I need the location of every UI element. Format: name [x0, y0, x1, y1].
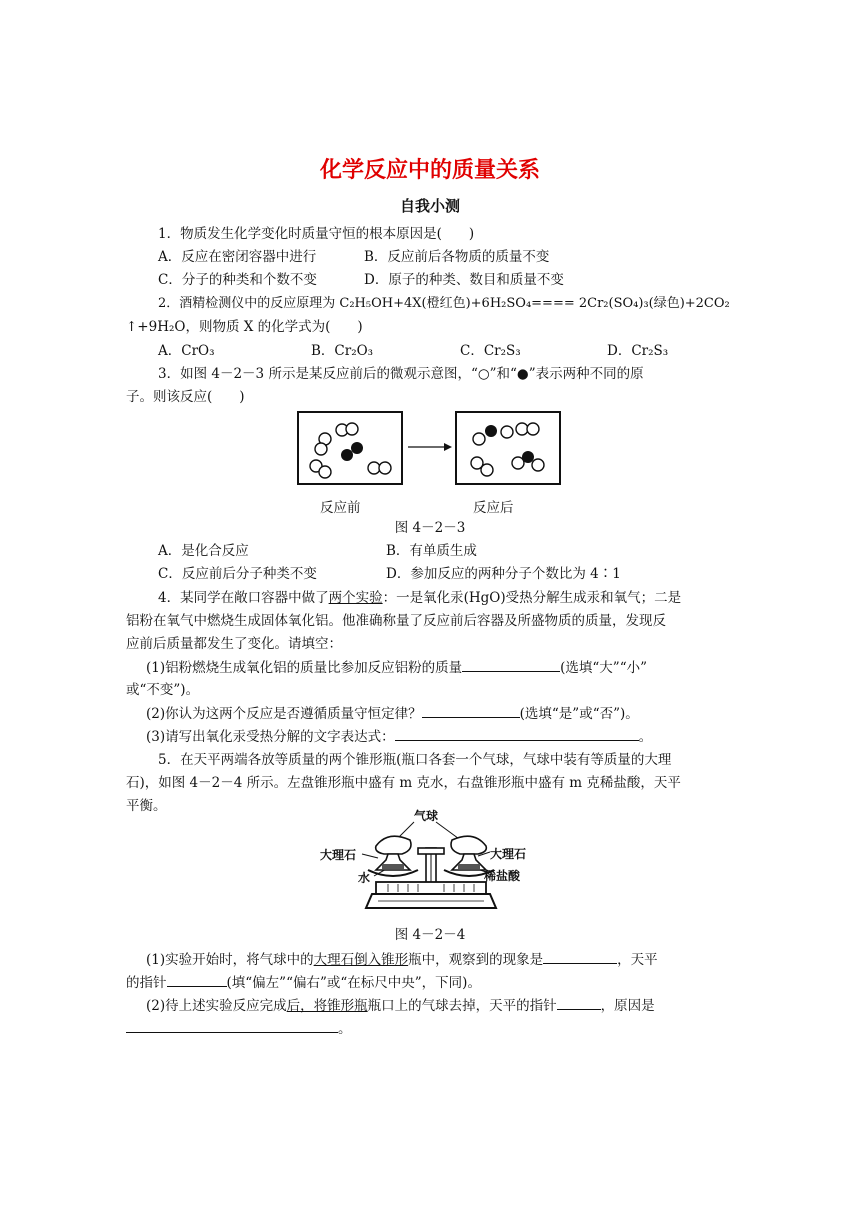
reaction-micro-diagram — [296, 410, 562, 488]
q3-stem-line2: 子。则该反应( ) — [126, 389, 245, 405]
q4-line1-underlined: 两个实验 — [328, 590, 383, 606]
q5-sub2-post: 瓶口上的气球去掉，天平的指针 — [367, 998, 557, 1014]
q2-option-b: B．Cr₂O₃ — [311, 343, 374, 359]
balance-apparatus-figure — [318, 808, 544, 918]
q1-option-a: A．反应在密闭容器中进行 — [158, 249, 317, 265]
q4-line1-post: ：一是氧化汞(HgO)受热分解生成汞和氧气；二是 — [382, 590, 682, 606]
q5-sub1-line2 — [126, 972, 481, 993]
q5-sub1-pre: (1)实验开始时，将气球中的 — [146, 952, 314, 968]
q5-sub1-pointer-blank[interactable] — [167, 972, 227, 987]
q1-option-d: D．原子的种类、数目和质量不变 — [364, 272, 564, 288]
q2-option-a: A．CrO₃ — [158, 343, 215, 359]
q4-sub3 — [146, 726, 652, 747]
q5-stem-line2: 石)，如图 4－2－4 所示。左盘锥形瓶中盛有 m 克水，右盘锥形瓶中盛有 m 克稀盐酸，天平 — [126, 775, 681, 791]
label-marble-right: 大理石 — [490, 847, 527, 861]
label-balloon: 气球 — [414, 809, 439, 823]
q2-stem-line2: ↑+9H₂O，则物质 X 的化学式为( ) — [126, 319, 363, 335]
figure-caption-4-2-3: 图 4－2－3 — [394, 520, 466, 536]
q5-sub2-pre: (2)待上述实验反应完成 — [146, 998, 287, 1014]
q2-stem-line1: 2．酒精检测仪中的反应原理为 C₂H₅OH+4X(橙红色)+6H₂SO₄==== 2Cr₂(SO₄)₃(绿色)+2CO₂ — [158, 296, 730, 311]
q1-option-b: B．反应前后各物质的质量不变 — [364, 249, 550, 265]
label-after-reaction: 反应后 — [473, 500, 514, 516]
before-box — [298, 412, 402, 484]
q4-sub2-text: (2)你认为这两个反应是否遵循质量守恒定律？ — [146, 706, 422, 722]
q3-stem-line1: 3．如图 4－2－3 所示是某反应前后的微观示意图，“○”和“●”表示两种不同的原 — [158, 366, 644, 382]
q4-line1-pre: 4．某同学在敞口容器中做了 — [158, 590, 329, 606]
q1-stem: 1．物质发生化学变化时质量守恒的根本原因是( ) — [158, 226, 475, 242]
q5-sub1-end: ，天平 — [617, 952, 658, 968]
q4-stem-line1 — [158, 588, 681, 608]
q4-sub3-text: (3)请写出氧化汞受热分解的文字表达式： — [146, 729, 395, 745]
q3-option-b: B．有单质生成 — [386, 543, 477, 559]
q4-sub2-hint: (选填“是”或“否”)。 — [519, 706, 639, 722]
q4-stem-line2: 铝粉在氧气中燃烧生成固体氧化铝。他准确称量了反应前后容器及所盛物质的质量，发现反 — [126, 613, 666, 629]
q5-sub1-line2-pre: 的指针 — [126, 975, 167, 991]
q5-sub1-phenomenon-blank[interactable] — [543, 949, 617, 964]
q5-sub1-underlined: 大理石倒入锥形 — [313, 952, 409, 968]
label-before-reaction: 反应前 — [320, 500, 361, 516]
q5-stem-line3: 平衡。 — [126, 798, 167, 814]
q5-sub1-line2-post: (填“偏左”“偏右”或“在标尺中央”，下同)。 — [226, 975, 481, 991]
q3-option-d: D．参加反应的两种分子个数比为 4∶1 — [386, 566, 621, 582]
q5-sub2-line2 — [126, 1018, 352, 1039]
q5-sub2-end: ，原因是 — [600, 998, 655, 1014]
q5-sub2-line2-end: 。 — [338, 1021, 352, 1037]
q4-sub1-hint: (选填“大”“小” — [560, 660, 647, 676]
q1-option-c: C．分子的种类和个数不变 — [158, 272, 317, 288]
q5-sub2-pointer-blank[interactable] — [557, 995, 601, 1010]
after-box — [456, 412, 560, 484]
q5-stem-line1: 5．在天平两端各放等质量的两个锥形瓶(瓶口各套一个气球，气球中装有等质量的大理 — [158, 752, 672, 768]
q3-option-a: A．是化合反应 — [158, 543, 249, 559]
q4-stem-line3: 应前后质量都发生了变化。请填空： — [126, 636, 342, 652]
label-dilute-hcl: 稀盐酸 — [484, 869, 521, 883]
q4-sub1-text: (1)铝粉燃烧生成氧化铝的质量比参加反应铝粉的质量 — [146, 660, 463, 676]
figure-caption-4-2-4: 图 4－2－4 — [394, 927, 466, 943]
q5-sub1-line1 — [146, 949, 658, 970]
q5-sub2-underlined: 后，将锥形瓶 — [286, 998, 368, 1014]
q5-sub2-line1 — [146, 995, 655, 1016]
q4-sub2 — [146, 703, 639, 724]
q3-option-c: C．反应前后分子种类不变 — [158, 566, 317, 582]
q4-sub2-answer-blank[interactable] — [422, 703, 520, 718]
label-marble-left: 大理石 — [320, 848, 357, 862]
q4-sub3-end: 。 — [638, 729, 653, 745]
reaction-arrow — [408, 443, 452, 451]
q2-option-c: C．Cr₂S₃ — [460, 343, 521, 359]
page-title: 化学反应中的质量关系 — [319, 158, 540, 183]
section-subtitle: 自我小测 — [399, 197, 460, 215]
q4-sub1-line1 — [146, 657, 647, 678]
q5-sub1-post: 瓶中，观察到的现象是 — [408, 952, 544, 968]
q4-sub3-answer-blank[interactable] — [395, 726, 639, 741]
q4-sub1-line2: 或“不变”)。 — [126, 682, 200, 698]
label-water: 水 — [358, 871, 371, 885]
q5-sub2-reason-blank[interactable] — [126, 1018, 338, 1033]
q2-option-d: D．Cr₂S₃ — [607, 343, 669, 359]
q4-sub1-answer-blank[interactable] — [462, 657, 560, 672]
